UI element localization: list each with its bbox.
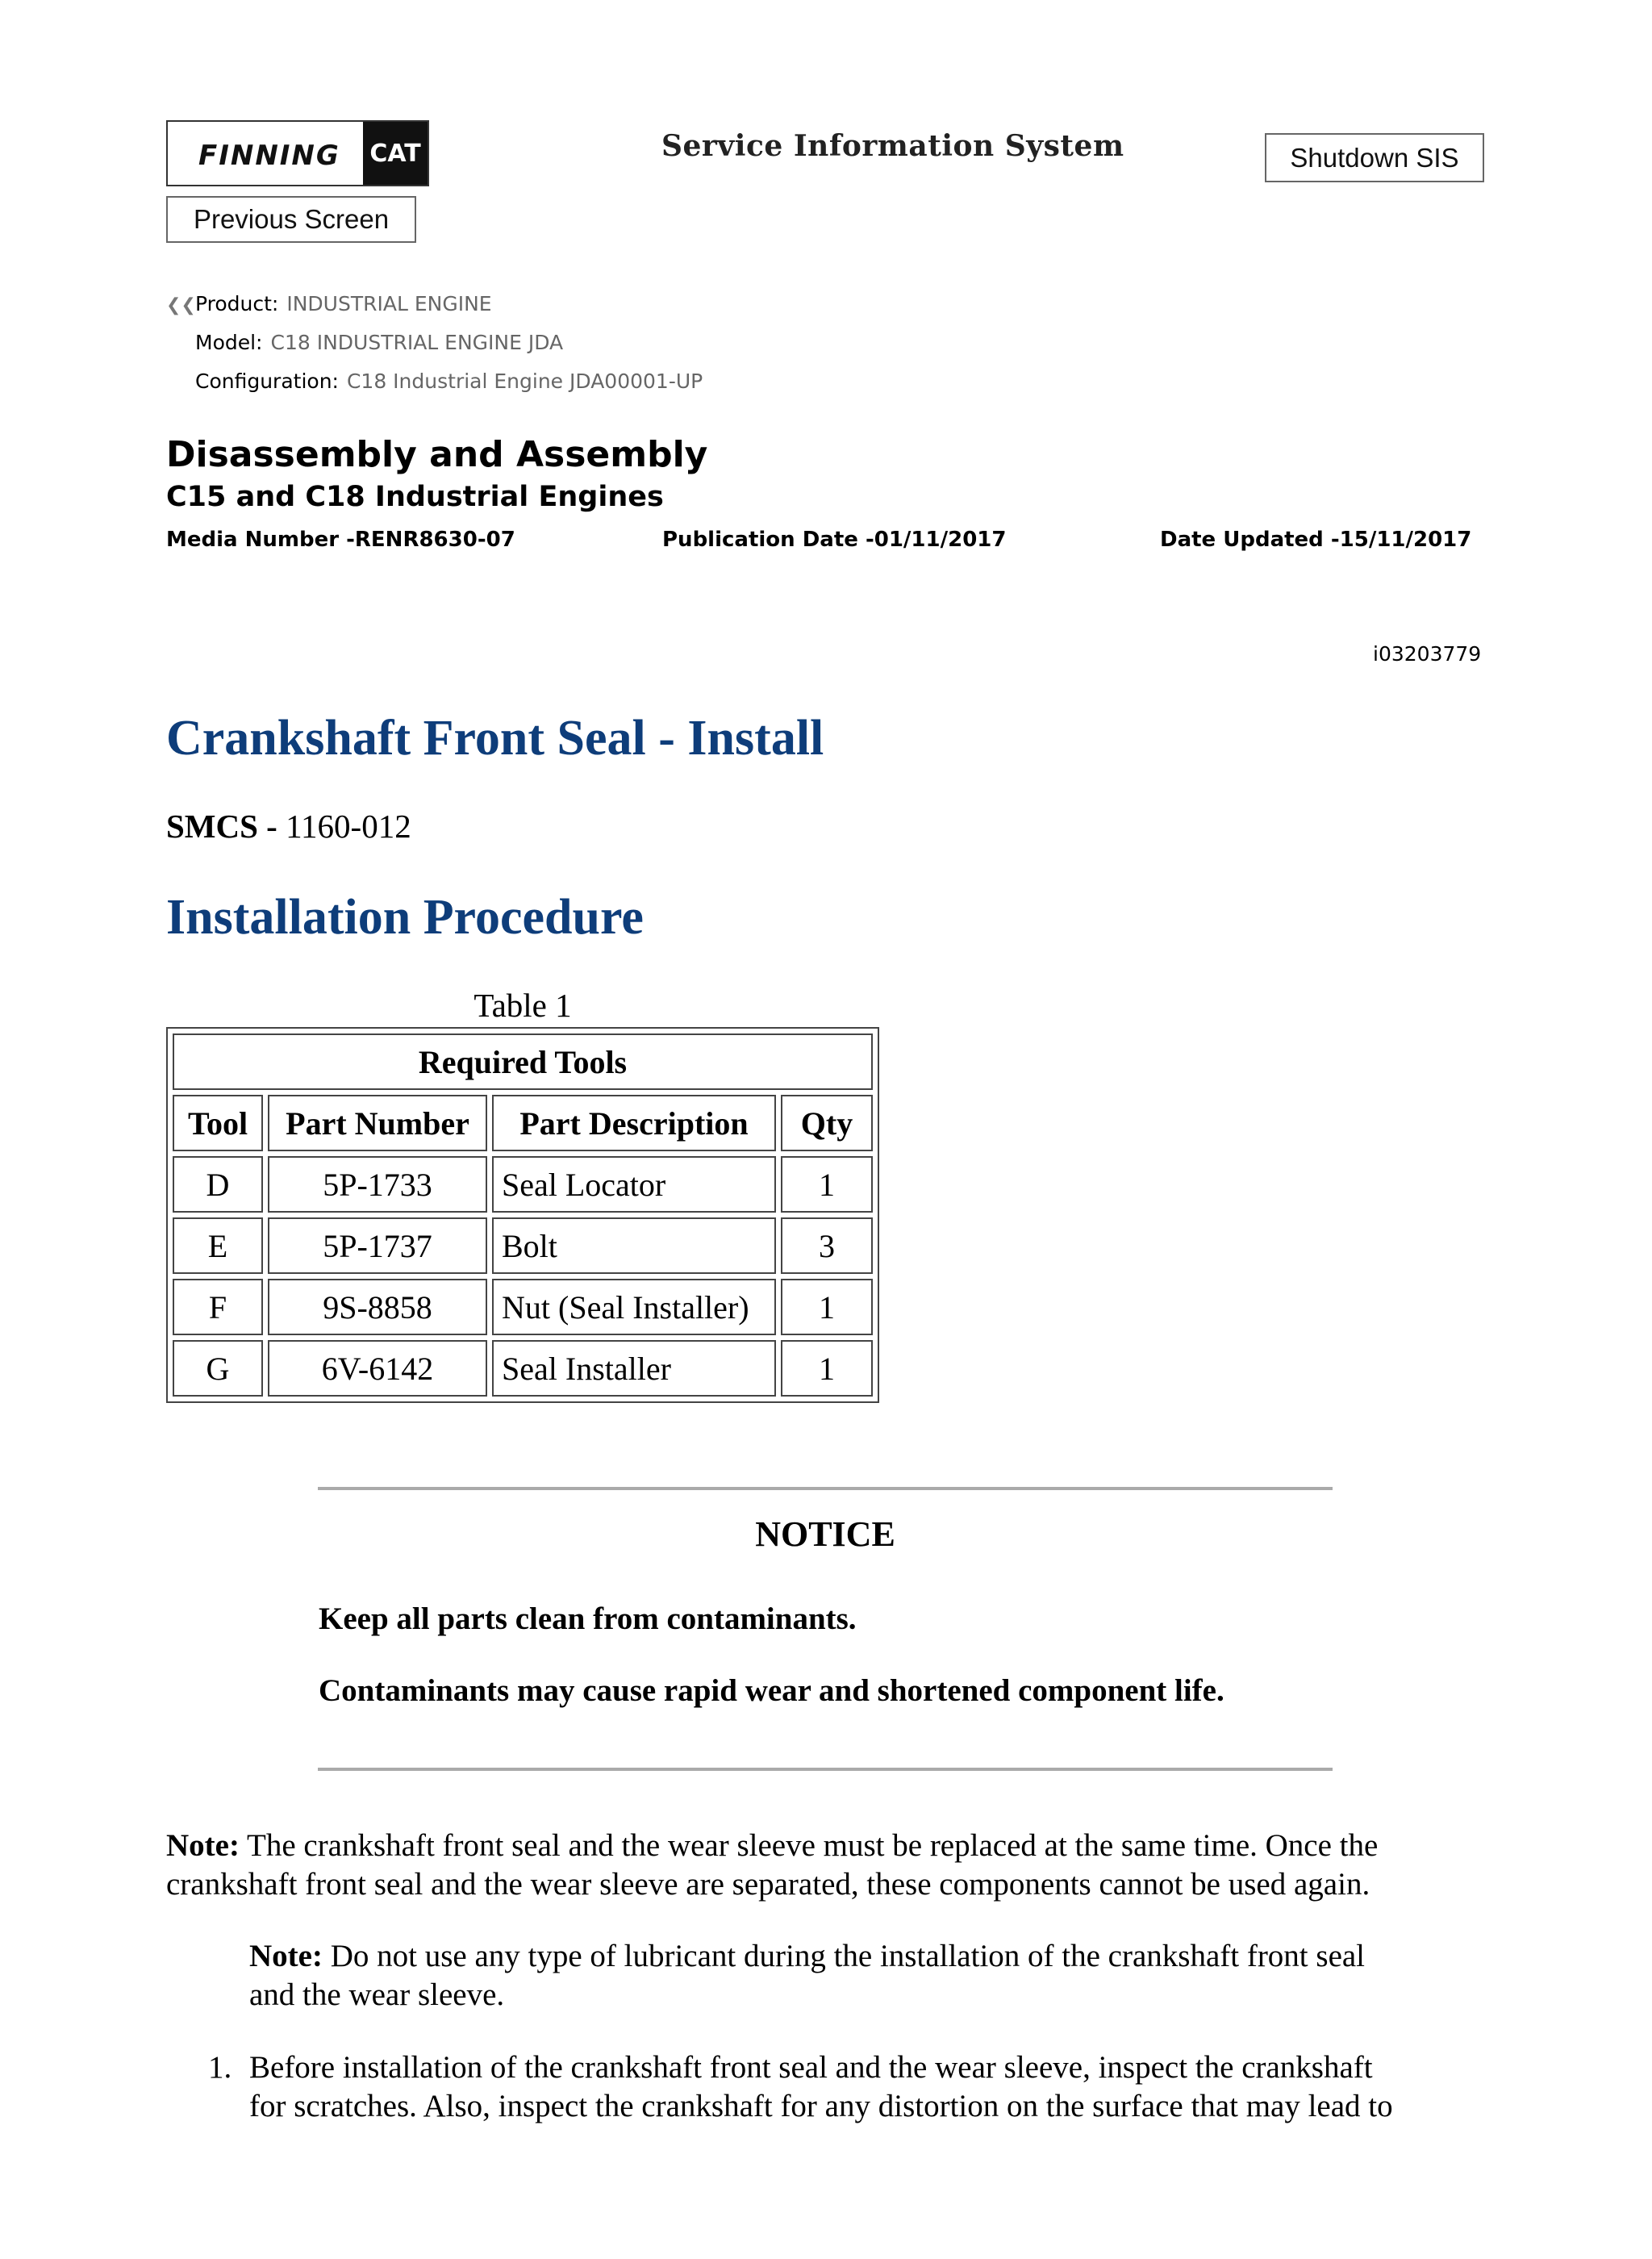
configuration-label: Configuration: [195, 370, 339, 393]
table-cell: Bolt [492, 1217, 776, 1274]
table-cell: G [173, 1340, 263, 1397]
smcs-label: SMCS - [166, 808, 277, 845]
required-tools-table [166, 1027, 879, 1403]
table-caption: Table 1 [473, 987, 572, 1024]
configuration-value: C18 Industrial Engine JDA00001-UP [346, 370, 703, 393]
model-label: Model: [195, 331, 263, 354]
table-cell: D [173, 1156, 263, 1213]
column-header: Part Number [268, 1095, 487, 1151]
table-title: Required Tools [173, 1033, 873, 1090]
note-text: Do not use any type of lubricant during the installation of the crankshaft front seal [330, 1939, 1366, 1973]
document-id: i03203779 [1373, 642, 1482, 666]
notice-line-2: Contaminants may cause rapid wear and shortened component life. [319, 1673, 1224, 1708]
table-cell: 1 [781, 1156, 873, 1213]
table-cell: Seal Installer [492, 1340, 776, 1397]
notice-top-divider [318, 1487, 1333, 1490]
document-subtitle: C15 and C18 Industrial Engines [166, 481, 664, 513]
publication-date: Publication Date -01/11/2017 [662, 528, 1007, 552]
table-row [173, 1217, 873, 1274]
table-row [173, 1279, 873, 1335]
step-text: for scratches. Also, inspect the crankshaft for any distortion on the surface that may lead to [249, 2089, 1393, 2123]
step-1-text [249, 2048, 1393, 2126]
table-row [173, 1156, 873, 1213]
table-cell: 6V-6142 [268, 1340, 487, 1397]
note-text: crankshaft front seal and the wear sleeve are separated, these components cannot be used again. [166, 1867, 1370, 1902]
table-cell: 9S-8858 [268, 1279, 487, 1335]
note-label: Note: [166, 1828, 240, 1863]
table-header-row [173, 1095, 873, 1151]
column-header: Qty [781, 1095, 873, 1151]
table-cell: 1 [781, 1279, 873, 1335]
app-title: Service Information System [661, 129, 1124, 163]
table-cell: 5P-1737 [268, 1217, 487, 1274]
product-label: Product: [195, 292, 279, 315]
note-paragraph-1 [166, 1827, 1378, 1904]
notice-title: NOTICE [755, 1514, 895, 1554]
note-paragraph-2 [249, 1937, 1365, 2015]
shutdown-sis-button[interactable]: Shutdown SIS [1265, 133, 1484, 182]
section-title: Installation Procedure [166, 890, 644, 945]
product-row [195, 292, 492, 315]
step-number: 1. [208, 2050, 232, 2085]
model-row [195, 331, 563, 354]
step-text: Before installation of the crankshaft front seal and the wear sleeve, inspect the crankshaft [249, 2050, 1373, 2085]
notice-line-1: Keep all parts clean from contaminants. [319, 1601, 857, 1636]
product-value: INDUSTRIAL ENGINE [286, 292, 492, 315]
table-cell: F [173, 1279, 263, 1335]
table-cell: Nut (Seal Installer) [492, 1279, 776, 1335]
table-cell: 5P-1733 [268, 1156, 487, 1213]
back-arrow-icon[interactable]: ❮❮ [166, 295, 196, 315]
notice-bottom-divider [318, 1768, 1333, 1771]
note-label: Note: [249, 1939, 323, 1973]
finning-cat-logo [166, 120, 429, 186]
smcs-code [166, 807, 411, 846]
column-header: Part Description [492, 1095, 776, 1151]
article-title: Crankshaft Front Seal - Install [166, 711, 824, 766]
table-cell: 3 [781, 1217, 873, 1274]
cat-logo: CAT [363, 122, 428, 185]
finning-logo-text: FINNING [198, 140, 340, 172]
previous-screen-button[interactable]: Previous Screen [166, 196, 416, 243]
smcs-value: 1160-012 [286, 808, 411, 845]
media-number: Media Number -RENR8630-07 [166, 528, 515, 552]
table-cell: Seal Locator [492, 1156, 776, 1213]
note-text: and the wear sleeve. [249, 1977, 505, 2012]
configuration-row [195, 370, 703, 393]
document-title: Disassembly and Assembly [166, 434, 708, 475]
note-text: The crankshaft front seal and the wear sleeve must be replaced at the same time. Once the [247, 1828, 1379, 1863]
model-value: C18 INDUSTRIAL ENGINE JDA [270, 331, 564, 354]
table-cell: E [173, 1217, 263, 1274]
table-row [173, 1340, 873, 1397]
date-updated: Date Updated -15/11/2017 [1160, 528, 1472, 552]
table-cell: 1 [781, 1340, 873, 1397]
column-header: Tool [173, 1095, 263, 1151]
